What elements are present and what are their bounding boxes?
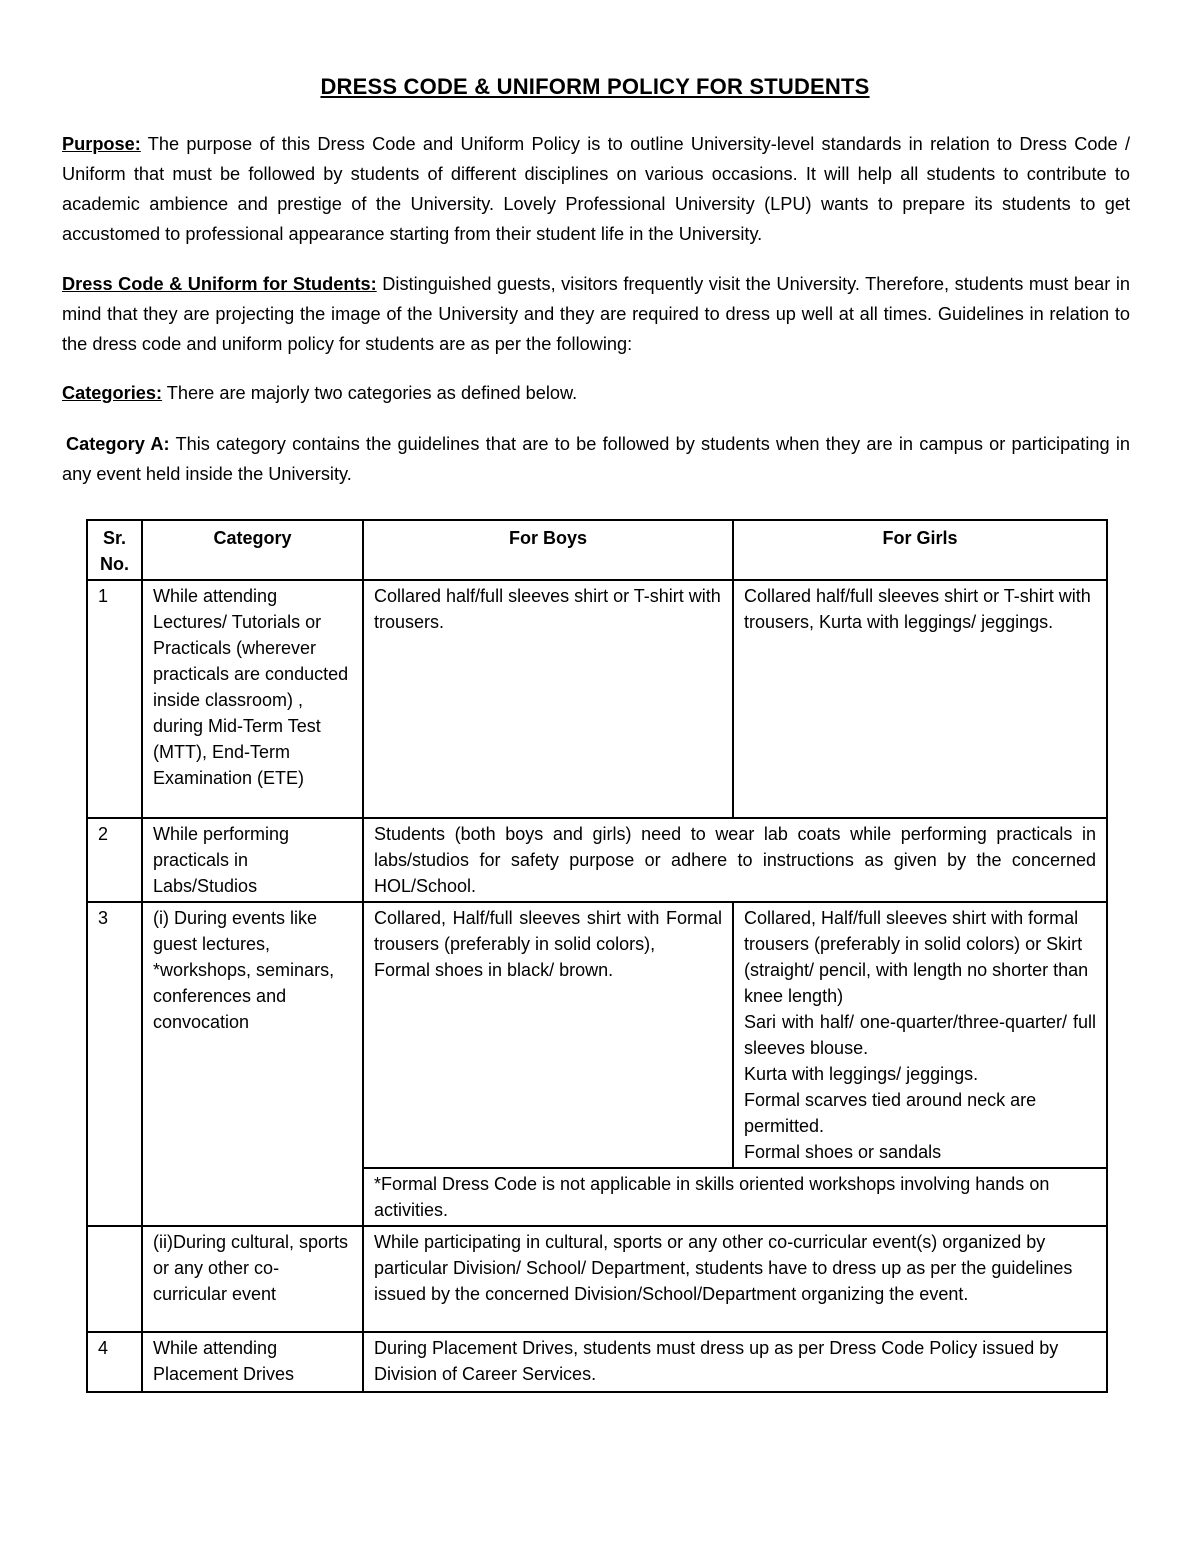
row3-girls-line: Formal shoes or sandals	[744, 1142, 942, 1162]
row4-both: During Placement Drives, students must dress up as per Dress Code Policy issued by Division of Career Services.	[363, 1332, 1107, 1392]
row3b-both: While participating in cultural, sports or any other co-curricular event(s) organized by particular Division/ School/ Department, students have to dress up as per the guidelines issued by the concerned Division/School/Department organizing the event.	[363, 1226, 1107, 1332]
row2-category: While performing practicals in Labs/Studios	[142, 818, 363, 902]
row3b-category: (ii)During cultural, sports or any other co-curricular event	[142, 1226, 363, 1332]
row1-girls: Collared half/full sleeves shirt or T-shirt with trousers, Kurta with leggings/ jeggings.	[733, 580, 1107, 818]
table-row	[87, 1226, 1107, 1332]
row1-boys: Collared half/full sleeves shirt or T-shirt with trousers.	[363, 580, 733, 818]
header-sr-no: Sr. No.	[87, 520, 142, 580]
row3-girls-line: Sari with half/ one-quarter/three-quarter/ full sleeves blouse.	[744, 1012, 1096, 1058]
row3-note: *Formal Dress Code is not applicable in skills oriented workshops involving hands on activities.	[363, 1168, 1107, 1226]
row3-boys-line: Collared, Half/full sleeves shirt with Formal trousers (preferably in solid colors),	[374, 908, 722, 954]
row1-sr: 1	[87, 580, 142, 818]
category-a-paragraph	[62, 429, 1130, 489]
header-category: Category	[142, 520, 363, 580]
table-row	[87, 1332, 1107, 1392]
page-title: DRESS CODE & UNIFORM POLICY FOR STUDENTS	[320, 74, 870, 99]
table-row	[87, 902, 1107, 1168]
dress-code-table	[86, 519, 1108, 1393]
row4-sr: 4	[87, 1332, 142, 1392]
purpose-text: The purpose of this Dress Code and Uniform Policy is to outline University-level standards in relation to Dress Code / Uniform that must be followed by students of different disciplines on various occasions. It will help all students to contribute to academic ambience and prestige of the University. Lovely Professional University (LPU) wants to prepare its students to get accustomed to professional appearance starting from their student life in the University.	[62, 134, 1130, 244]
row3-girls	[733, 902, 1107, 1168]
table-row	[87, 580, 1107, 818]
header-for-boys: For Boys	[363, 520, 733, 580]
category-a-label: Category A:	[66, 434, 170, 454]
categories-text: There are majorly two categories as defined below.	[162, 383, 578, 403]
categories-label: Categories:	[62, 383, 163, 403]
row3-girls-line: Formal scarves tied around neck are permitted.	[744, 1090, 1037, 1136]
row3b-sr	[87, 1226, 142, 1332]
row4-category: While attending Placement Drives	[142, 1332, 363, 1392]
categories-paragraph	[62, 378, 1130, 408]
dress-code-paragraph	[62, 269, 1130, 359]
row1-category: While attending Lectures/ Tutorials or Practicals (wherever practicals are conducted inside classroom) , during Mid-Term Test (MTT), End-Term Examination (ETE)	[142, 580, 363, 818]
table-row	[87, 818, 1107, 902]
row2-both: Students (both boys and girls) need to wear lab coats while performing practicals in labs/studios for safety purpose or adhere to instructions as given by the concerned HOL/School.	[363, 818, 1107, 902]
row3-sr: 3	[87, 902, 142, 1226]
purpose-paragraph	[62, 129, 1130, 249]
dress-code-text: Distinguished guests, visitors frequently visit the University. Therefore, students must bear in mind that they are projecting the image of the University and they are required to dress up well at all times. Guidelines in relation to the dress code and uniform policy for students are as per the following:	[62, 274, 1130, 354]
row2-sr: 2	[87, 818, 142, 902]
purpose-label: Purpose:	[62, 134, 141, 154]
row3-boys	[363, 902, 733, 1168]
row3-girls-line: Collared, Half/full sleeves shirt with formal trousers (preferably in solid colors) or Skirt (straight/ pencil, with length no shorter than knee length)	[744, 908, 1089, 1006]
table-header-row	[87, 520, 1107, 580]
category-a-text: This category contains the guidelines that are to be followed by students when they are in campus or participating in any event held inside the University.	[62, 434, 1131, 484]
header-for-girls: For Girls	[733, 520, 1107, 580]
row3-girls-line: Kurta with leggings/ jeggings.	[744, 1064, 979, 1084]
row3-boys-line: Formal shoes in black/ brown.	[374, 960, 614, 980]
row3-category: (i) During events like guest lectures, *workshops, seminars, conferences and convocation	[142, 902, 363, 1226]
dress-code-label: Dress Code & Uniform for Students:	[62, 274, 377, 294]
